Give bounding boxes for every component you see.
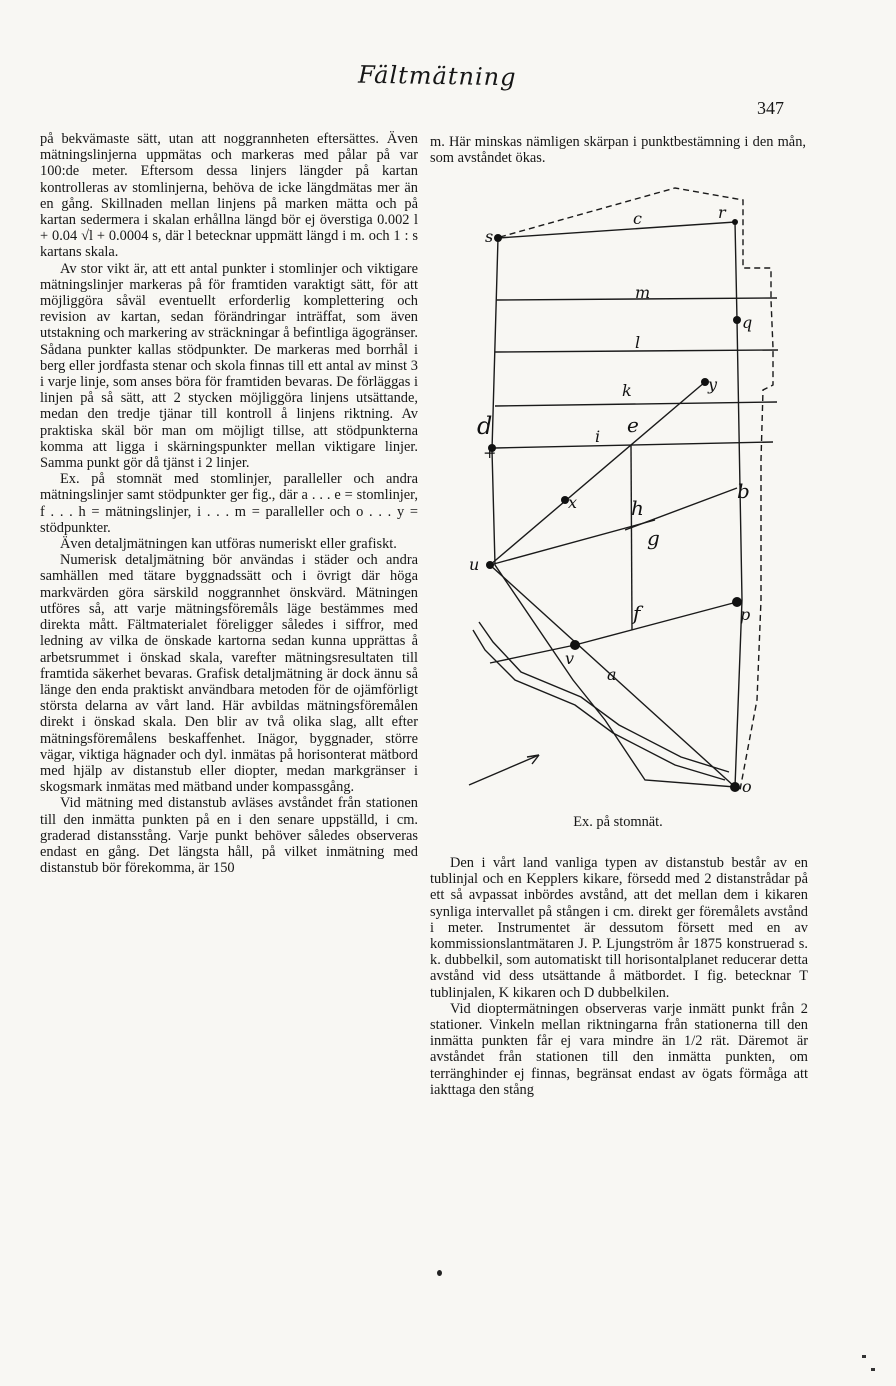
paragraph: Vid mätning med distanstub avläses avståndet från stationen till den inmätta punkten på en i den senare uppställd, i cm. graderad distansstång. Varje punkt behöver således observeras endast en gång. Det längsta håll, på vilket inmätning med distanstub bör förekomma, är 150: [40, 795, 418, 877]
label-l: l: [635, 333, 641, 352]
label-x: x: [568, 493, 578, 512]
line-f: [575, 602, 737, 645]
handwritten-title: Fältmätning: [357, 60, 517, 92]
ink-dot: [437, 1270, 442, 1276]
figure-caption: Ex. på stomnät.: [573, 814, 663, 830]
label-a: a: [607, 665, 617, 684]
label-q: q: [742, 313, 753, 332]
label-v: v: [565, 649, 575, 668]
ink-mark: [871, 1368, 875, 1371]
label-d: d: [477, 412, 493, 440]
label-s: s: [485, 227, 494, 246]
page-number: 347: [757, 98, 784, 118]
label-r: r: [718, 203, 726, 222]
survey-network-figure: [455, 180, 795, 800]
label-p: p: [740, 605, 751, 624]
line-e: [490, 382, 705, 565]
label-m: m: [635, 283, 651, 302]
right-column-top: [430, 134, 806, 166]
label-f: f: [633, 601, 641, 625]
label-h: h: [631, 496, 644, 520]
parallel-k: [495, 402, 777, 406]
label-c: c: [633, 209, 642, 228]
left-column: [40, 131, 418, 876]
line-g: [490, 520, 655, 565]
paragraph: m. Här minskas nämligen skärpan i punktbestämning i den mån, som avståndet ökas.: [430, 134, 806, 167]
label-y: y: [708, 375, 718, 394]
label-k: k: [622, 381, 632, 400]
north-arrow: [469, 755, 539, 785]
label-o: o: [742, 777, 752, 796]
ink-mark: [862, 1355, 866, 1358]
paragraph: Även detaljmätningen kan utföras numeriskt eller grafiskt.: [60, 536, 397, 553]
line-u: [490, 645, 575, 663]
paragraph: Av stor vikt är, att ett antal punkter i stomlinjer och viktigare mätningslinjer markeras på för framtiden varaktigt sätt, för att möjliggöra såväl eventuellt erforderlig komplettering och revision av kartan, sedan förändringar inträffat, som även utstakning och markering av sträckningar å befintliga ägogränser. Sådana punkter kallas stödpunkter. De markeras med borrhål i berg eller jordfasta stenar och skola finnas till ett antal av minst 3 i varje linje, som anses böra för framtiden bevaras. De förläggas i linjen på så sätt, att 2 stycken möjliggöra linjens utsättande, medan den tredje tjänar till kontroll å linjens riktning. Av praktiska skäl bör man om möjligt tillse, att stödpunkterna komma att ligga i skärningspunkter mellan viktigare linjer. Samma punkt gör då tjänst i 2 linjer.: [40, 260, 418, 472]
road-double-line: [479, 622, 729, 772]
label-e: e: [627, 413, 639, 437]
label-u: u: [469, 555, 480, 574]
network-outline: [492, 222, 742, 787]
label-g: g: [647, 526, 660, 550]
dashed-boundary: [500, 188, 773, 790]
right-column-bottom: [430, 855, 808, 1098]
line-h: [631, 445, 632, 630]
paragraph: Vid dioptermätningen observeras varje inmätt punkt från 2 stationer. Vinkeln mellan riktningarna från stationerna till den inmätta punkten får ej vara mindre än 1/2 rät. Däremot är avståndet från stationen till den inmätta punkten, om terränghinder ej finnas, begränsat endast av ögats förmåga att iakttaga den stång: [430, 1000, 808, 1098]
paragraph: Numerisk detaljmätning bör användas i städer och andra samhällen med tätare byggnadssätt och i övrigt där höga markvärden göra särskild noggrannhet önskvärd. Mätningen utföres så, att varje mätningsföremåls läge bestämmes med direkta mått. Fältmaterialet föreligger således i siffror, med ledning av vilka de önskade kartorna sedan kunna upprättas å arbetsrummet i önskad skala, varefter mätningsresultaten till framtida säkerhet bevaras. Grafisk detaljmätning är dock ännu så länge den enda praktiskt användbara metoden för de ojämförligt största delarna av vårt land. Här avbildas mätningsföremålen direkt i önskad skala. Den blir av två olika slag, allt efter mätningsföremålens beskaffenhet. Inägor, byggnader, större vägar, viktiga hägnader och dyl. inmätas på horisonterat mätbord med hjälp av distanstub eller diopter, medan markgränser i skogsmark inmätas med mätband under kompassgång.: [40, 552, 418, 796]
paragraph: Ex. på stomnät med stomlinjer, paralleller och andra mätningslinjer samt stödpunkter ger fig., där a . . . e = stomlinjer, f . . . h = mätningslinjer, i . . . m = paralleller och o . . . y = stödpunkter.: [40, 471, 418, 536]
label-plus: +: [483, 443, 497, 462]
road-double-line: [473, 630, 725, 780]
paragraph: Den i vårt land vanliga typen av distanstub består av en tublinjal och en Kepplers kikare, försedd med 2 distanstrådar på ett så avpassat inbördes avstånd, att det mellan dem i kikaren synliga intervallet på stången i cm. direkt ger föremålets avstånd i meter. Instrumentet är dessutom försett med en av kommissionslantmätaren J. P. Ljungström år 1875 konstruerad s. k. dubbelkil, som automatiskt till horisontalplanet reducerar detta avstånd vid dess utsättande å mätbordet. I fig. betecknar T tublinjalen, K kikaren och D dubbelkilen.: [430, 855, 808, 1001]
label-b: b: [737, 479, 750, 503]
paragraph: på bekvämaste sätt, utan att noggrannheten eftersättes. Även mätningslinjerna uppmätas och markeras med pålar på var 100:de meter. Eftersom dessa linjers längder på kartan kontrolleras av stomlinjerna, behöva de icke längdmätas mer än en gång. Skillnaden mellan linjens på marken mätta och på kartan sedermera i skalan erhållna längd bör ej överstiga 0.002 l + 0.04 √l + 0.0004 s, där l betecknar uppmätt längd i m. och 1 : s kartans skala.: [40, 131, 418, 261]
label-i: i: [595, 427, 601, 446]
